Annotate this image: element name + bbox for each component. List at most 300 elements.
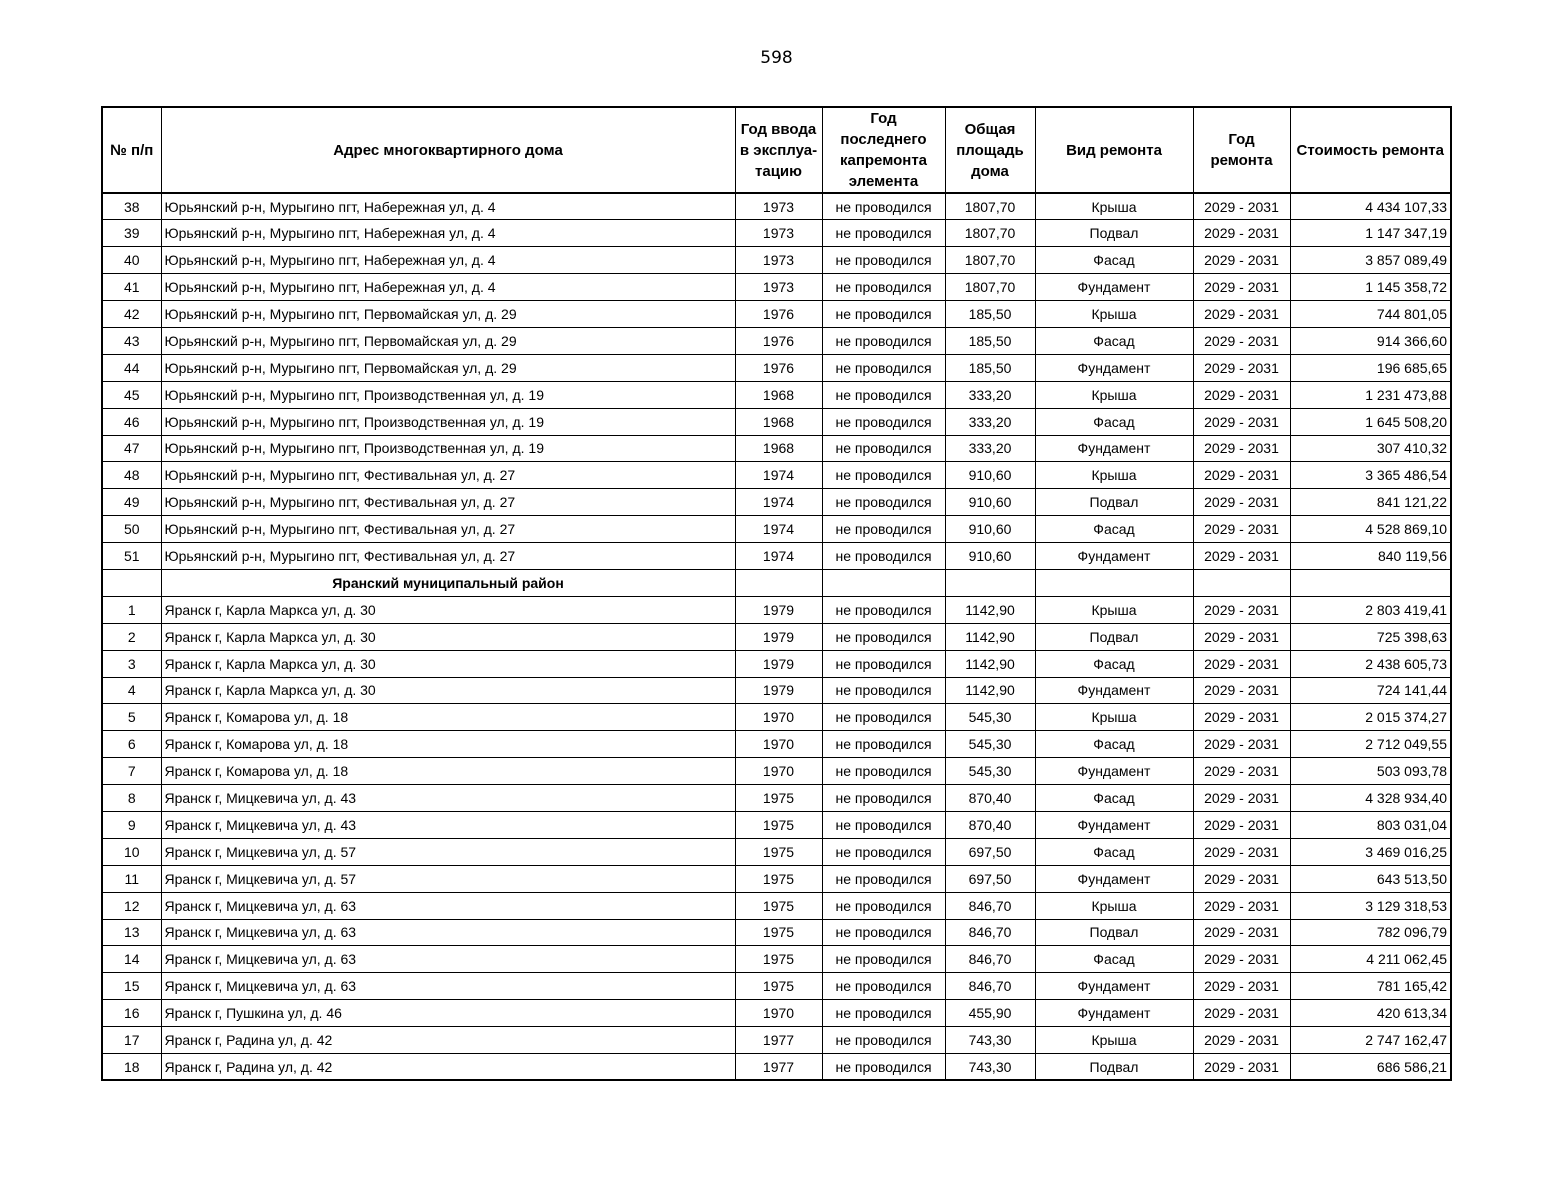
row-repair-type: Фасад — [1035, 838, 1193, 865]
table-row — [102, 919, 1451, 946]
row-repair-period: 2029 - 2031 — [1193, 973, 1290, 1000]
row-number: 16 — [102, 1000, 161, 1027]
row-year-built: 1975 — [735, 892, 822, 919]
row-last-repair: не проводился — [822, 489, 945, 516]
row-number: 10 — [102, 838, 161, 865]
row-repair-period: 2029 - 2031 — [1193, 408, 1290, 435]
row-cost: 3 857 089,49 — [1290, 247, 1451, 274]
row-number: 12 — [102, 892, 161, 919]
repair-registry-table — [101, 106, 1452, 1081]
row-area: 333,20 — [945, 381, 1035, 408]
row-area: 846,70 — [945, 919, 1035, 946]
row-repair-period: 2029 - 2031 — [1193, 677, 1290, 704]
table-row — [102, 247, 1451, 274]
row-cost: 725 398,63 — [1290, 623, 1451, 650]
row-last-repair: не проводился — [822, 892, 945, 919]
row-area: 333,20 — [945, 435, 1035, 462]
row-number: 3 — [102, 650, 161, 677]
row-last-repair: не проводился — [822, 677, 945, 704]
row-address: Яранск г, Мицкевича ул, д. 57 — [161, 865, 735, 892]
row-repair-type: Крыша — [1035, 301, 1193, 328]
row-repair-period: 2029 - 2031 — [1193, 1027, 1290, 1054]
row-number: 48 — [102, 462, 161, 489]
row-cost: 643 513,50 — [1290, 865, 1451, 892]
row-repair-period: 2029 - 2031 — [1193, 731, 1290, 758]
row-repair-type: Фундамент — [1035, 543, 1193, 570]
row-year-built: 1979 — [735, 596, 822, 623]
row-year-built: 1976 — [735, 327, 822, 354]
row-area: 1807,70 — [945, 193, 1035, 220]
header-cost: Стоимость ремонта — [1290, 107, 1451, 193]
row-area: 185,50 — [945, 327, 1035, 354]
row-repair-period: 2029 - 2031 — [1193, 543, 1290, 570]
row-area: 910,60 — [945, 462, 1035, 489]
row-year-built: 1973 — [735, 274, 822, 301]
table-row — [102, 1000, 1451, 1027]
row-last-repair: не проводился — [822, 274, 945, 301]
table-row — [102, 462, 1451, 489]
row-repair-type: Крыша — [1035, 596, 1193, 623]
row-repair-type: Подвал — [1035, 919, 1193, 946]
row-repair-period: 2029 - 2031 — [1193, 811, 1290, 838]
row-address: Яранск г, Мицкевича ул, д. 63 — [161, 946, 735, 973]
row-last-repair: не проводился — [822, 596, 945, 623]
table-header-row — [102, 107, 1451, 193]
row-address: Юрьянский р-н, Мурыгино пгт, Фестивальная ул, д. 27 — [161, 516, 735, 543]
table-row — [102, 1054, 1451, 1081]
row-address: Яранск г, Мицкевича ул, д. 63 — [161, 973, 735, 1000]
row-repair-type: Фасад — [1035, 650, 1193, 677]
row-last-repair: не проводился — [822, 220, 945, 247]
row-repair-type: Подвал — [1035, 623, 1193, 650]
row-repair-type: Фасад — [1035, 785, 1193, 812]
row-cost: 2 712 049,55 — [1290, 731, 1451, 758]
row-cost: 4 211 062,45 — [1290, 946, 1451, 973]
row-repair-type: Подвал — [1035, 220, 1193, 247]
row-last-repair: не проводился — [822, 758, 945, 785]
section-header-row — [102, 569, 1451, 596]
row-number: 14 — [102, 946, 161, 973]
row-address: Юрьянский р-н, Мурыгино пгт, Первомайская ул, д. 29 — [161, 354, 735, 381]
row-year-built: 1973 — [735, 220, 822, 247]
row-year-built: 1970 — [735, 704, 822, 731]
row-last-repair — [822, 569, 945, 596]
row-number: 11 — [102, 865, 161, 892]
row-repair-period: 2029 - 2031 — [1193, 650, 1290, 677]
row-year-built: 1968 — [735, 435, 822, 462]
header-last-repair: Год последнего капремонта элемента — [822, 107, 945, 193]
row-number: 18 — [102, 1054, 161, 1081]
row-last-repair: не проводился — [822, 1027, 945, 1054]
row-repair-type: Подвал — [1035, 1054, 1193, 1081]
row-number: 17 — [102, 1027, 161, 1054]
table-row — [102, 274, 1451, 301]
row-last-repair: не проводился — [822, 973, 945, 1000]
table-row — [102, 731, 1451, 758]
row-cost: 782 096,79 — [1290, 919, 1451, 946]
row-area: 910,60 — [945, 543, 1035, 570]
row-cost: 4 528 869,10 — [1290, 516, 1451, 543]
row-year-built: 1975 — [735, 919, 822, 946]
row-repair-type: Фасад — [1035, 327, 1193, 354]
row-year-built: 1979 — [735, 650, 822, 677]
row-repair-period: 2029 - 2031 — [1193, 785, 1290, 812]
table-row — [102, 704, 1451, 731]
row-last-repair: не проводился — [822, 704, 945, 731]
row-year-built: 1975 — [735, 838, 822, 865]
table-row — [102, 650, 1451, 677]
row-repair-type: Фундамент — [1035, 973, 1193, 1000]
row-repair-period: 2029 - 2031 — [1193, 758, 1290, 785]
row-area: 870,40 — [945, 811, 1035, 838]
row-repair-type: Крыша — [1035, 1027, 1193, 1054]
row-repair-period: 2029 - 2031 — [1193, 193, 1290, 220]
row-number: 47 — [102, 435, 161, 462]
row-repair-period: 2029 - 2031 — [1193, 865, 1290, 892]
row-year-built: 1979 — [735, 623, 822, 650]
row-repair-period: 2029 - 2031 — [1193, 274, 1290, 301]
row-repair-period: 2029 - 2031 — [1193, 354, 1290, 381]
row-year-built: 1977 — [735, 1054, 822, 1081]
row-repair-period: 2029 - 2031 — [1193, 919, 1290, 946]
row-address: Яранск г, Комарова ул, д. 18 — [161, 704, 735, 731]
row-repair-type: Крыша — [1035, 704, 1193, 731]
row-last-repair: не проводился — [822, 946, 945, 973]
row-area — [945, 569, 1035, 596]
row-cost: 744 801,05 — [1290, 301, 1451, 328]
row-year-built: 1976 — [735, 301, 822, 328]
row-number: 40 — [102, 247, 161, 274]
row-area: 1142,90 — [945, 650, 1035, 677]
row-repair-period: 2029 - 2031 — [1193, 462, 1290, 489]
row-repair-type: Фасад — [1035, 516, 1193, 543]
table-row — [102, 596, 1451, 623]
row-last-repair: не проводился — [822, 408, 945, 435]
table-row — [102, 973, 1451, 1000]
row-address: Яранск г, Карла Маркса ул, д. 30 — [161, 596, 735, 623]
header-area: Общая площадь дома — [945, 107, 1035, 193]
row-cost: 503 093,78 — [1290, 758, 1451, 785]
row-number: 42 — [102, 301, 161, 328]
header-num: № п/п — [102, 107, 161, 193]
row-address: Яранск г, Мицкевича ул, д. 63 — [161, 919, 735, 946]
row-area: 185,50 — [945, 354, 1035, 381]
row-area: 333,20 — [945, 408, 1035, 435]
table-row — [102, 301, 1451, 328]
row-repair-type: Фундамент — [1035, 354, 1193, 381]
row-year-built: 1973 — [735, 247, 822, 274]
header-repair-type: Вид ремонта — [1035, 107, 1193, 193]
row-area: 545,30 — [945, 704, 1035, 731]
row-repair-period: 2029 - 2031 — [1193, 247, 1290, 274]
row-repair-period: 2029 - 2031 — [1193, 946, 1290, 973]
row-area: 846,70 — [945, 892, 1035, 919]
row-cost: 781 165,42 — [1290, 973, 1451, 1000]
table-row — [102, 381, 1451, 408]
row-cost: 1 645 508,20 — [1290, 408, 1451, 435]
table-row — [102, 435, 1451, 462]
table-row — [102, 543, 1451, 570]
row-number: 43 — [102, 327, 161, 354]
row-area: 545,30 — [945, 731, 1035, 758]
row-area: 1807,70 — [945, 220, 1035, 247]
row-repair-type: Крыша — [1035, 193, 1193, 220]
table-row — [102, 623, 1451, 650]
row-year-built: 1975 — [735, 946, 822, 973]
row-area: 846,70 — [945, 946, 1035, 973]
table-row — [102, 758, 1451, 785]
row-area: 743,30 — [945, 1054, 1035, 1081]
row-last-repair: не проводился — [822, 650, 945, 677]
row-repair-type: Фундамент — [1035, 758, 1193, 785]
row-number: 49 — [102, 489, 161, 516]
table-row — [102, 489, 1451, 516]
table-row — [102, 677, 1451, 704]
row-year-built: 1974 — [735, 516, 822, 543]
row-number: 13 — [102, 919, 161, 946]
table-row — [102, 408, 1451, 435]
row-last-repair: не проводился — [822, 785, 945, 812]
table-row — [102, 516, 1451, 543]
row-number: 15 — [102, 973, 161, 1000]
row-repair-type: Крыша — [1035, 462, 1193, 489]
row-year-built — [735, 569, 822, 596]
row-repair-type: Крыша — [1035, 381, 1193, 408]
row-address: Юрьянский р-н, Мурыгино пгт, Набережная ул, д. 4 — [161, 274, 735, 301]
row-address: Яранск г, Карла Маркса ул, д. 30 — [161, 623, 735, 650]
row-area: 846,70 — [945, 973, 1035, 1000]
row-area: 1807,70 — [945, 247, 1035, 274]
row-cost: 840 119,56 — [1290, 543, 1451, 570]
row-address: Яранск г, Комарова ул, д. 18 — [161, 758, 735, 785]
row-last-repair: не проводился — [822, 731, 945, 758]
row-year-built: 1974 — [735, 489, 822, 516]
row-cost: 2 015 374,27 — [1290, 704, 1451, 731]
row-last-repair: не проводился — [822, 623, 945, 650]
row-last-repair: не проводился — [822, 193, 945, 220]
row-address: Яранск г, Карла Маркса ул, д. 30 — [161, 677, 735, 704]
row-repair-period: 2029 - 2031 — [1193, 1054, 1290, 1081]
row-area: 870,40 — [945, 785, 1035, 812]
row-cost: 1 145 358,72 — [1290, 274, 1451, 301]
row-area: 1142,90 — [945, 596, 1035, 623]
row-area: 697,50 — [945, 865, 1035, 892]
row-number: 7 — [102, 758, 161, 785]
row-cost: 2 438 605,73 — [1290, 650, 1451, 677]
row-address: Юрьянский р-н, Мурыгино пгт, Производственная ул, д. 19 — [161, 408, 735, 435]
header-repair-period: Год ремонта — [1193, 107, 1290, 193]
row-repair-type: Фасад — [1035, 731, 1193, 758]
row-last-repair: не проводился — [822, 354, 945, 381]
row-repair-period: 2029 - 2031 — [1193, 220, 1290, 247]
row-number: 50 — [102, 516, 161, 543]
row-year-built: 1968 — [735, 408, 822, 435]
row-number: 9 — [102, 811, 161, 838]
row-last-repair: не проводился — [822, 516, 945, 543]
row-area: 910,60 — [945, 489, 1035, 516]
table-row — [102, 811, 1451, 838]
table-row — [102, 865, 1451, 892]
row-year-built: 1975 — [735, 973, 822, 1000]
row-area: 1807,70 — [945, 274, 1035, 301]
row-repair-type: Подвал — [1035, 489, 1193, 516]
table-row — [102, 193, 1451, 220]
row-year-built: 1970 — [735, 1000, 822, 1027]
row-last-repair: не проводился — [822, 1000, 945, 1027]
section-title: Яранский муниципальный район — [161, 569, 735, 596]
row-address: Яранск г, Комарова ул, д. 18 — [161, 731, 735, 758]
row-area: 1142,90 — [945, 677, 1035, 704]
row-repair-period — [1193, 569, 1290, 596]
row-last-repair: не проводился — [822, 301, 945, 328]
row-repair-type: Фасад — [1035, 946, 1193, 973]
row-number: 41 — [102, 274, 161, 301]
row-repair-period: 2029 - 2031 — [1193, 623, 1290, 650]
row-address: Яранск г, Мицкевича ул, д. 43 — [161, 785, 735, 812]
row-repair-type: Фасад — [1035, 247, 1193, 274]
row-area: 185,50 — [945, 301, 1035, 328]
row-cost: 1 147 347,19 — [1290, 220, 1451, 247]
row-repair-type: Фундамент — [1035, 865, 1193, 892]
row-last-repair: не проводился — [822, 838, 945, 865]
row-repair-type — [1035, 569, 1193, 596]
row-year-built: 1970 — [735, 731, 822, 758]
row-cost: 686 586,21 — [1290, 1054, 1451, 1081]
row-repair-period: 2029 - 2031 — [1193, 381, 1290, 408]
row-address: Яранск г, Карла Маркса ул, д. 30 — [161, 650, 735, 677]
row-year-built: 1968 — [735, 381, 822, 408]
table-row — [102, 354, 1451, 381]
row-cost: 724 141,44 — [1290, 677, 1451, 704]
row-area: 910,60 — [945, 516, 1035, 543]
row-address: Юрьянский р-н, Мурыгино пгт, Фестивальная ул, д. 27 — [161, 543, 735, 570]
row-last-repair: не проводился — [822, 811, 945, 838]
row-last-repair: не проводился — [822, 919, 945, 946]
row-repair-period: 2029 - 2031 — [1193, 489, 1290, 516]
row-number: 39 — [102, 220, 161, 247]
row-address: Юрьянский р-н, Мурыгино пгт, Производственная ул, д. 19 — [161, 435, 735, 462]
row-cost: 4 328 934,40 — [1290, 785, 1451, 812]
row-year-built: 1979 — [735, 677, 822, 704]
row-cost: 3 365 486,54 — [1290, 462, 1451, 489]
row-address: Яранск г, Мицкевича ул, д. 57 — [161, 838, 735, 865]
row-cost: 3 469 016,25 — [1290, 838, 1451, 865]
row-number: 2 — [102, 623, 161, 650]
row-cost — [1290, 569, 1451, 596]
header-year-built: Год ввода в эксплуа-тацию — [735, 107, 822, 193]
row-number: 8 — [102, 785, 161, 812]
row-address: Юрьянский р-н, Мурыгино пгт, Набережная ул, д. 4 — [161, 220, 735, 247]
row-address: Юрьянский р-н, Мурыгино пгт, Первомайская ул, д. 29 — [161, 301, 735, 328]
row-last-repair: не проводился — [822, 327, 945, 354]
row-address: Яранск г, Мицкевича ул, д. 63 — [161, 892, 735, 919]
row-address: Яранск г, Мицкевича ул, д. 43 — [161, 811, 735, 838]
row-year-built: 1973 — [735, 193, 822, 220]
row-last-repair: не проводился — [822, 1054, 945, 1081]
row-cost: 2 803 419,41 — [1290, 596, 1451, 623]
row-repair-type: Фундамент — [1035, 811, 1193, 838]
row-repair-period: 2029 - 2031 — [1193, 892, 1290, 919]
row-repair-period: 2029 - 2031 — [1193, 516, 1290, 543]
row-area: 455,90 — [945, 1000, 1035, 1027]
row-area: 545,30 — [945, 758, 1035, 785]
row-number: 45 — [102, 381, 161, 408]
row-repair-period: 2029 - 2031 — [1193, 327, 1290, 354]
row-year-built: 1977 — [735, 1027, 822, 1054]
row-repair-period: 2029 - 2031 — [1193, 435, 1290, 462]
row-repair-type: Фундамент — [1035, 1000, 1193, 1027]
page-number: 598 — [760, 48, 793, 68]
row-repair-type: Фундамент — [1035, 435, 1193, 462]
row-number: 6 — [102, 731, 161, 758]
row-last-repair: не проводился — [822, 435, 945, 462]
row-address: Яранск г, Пушкина ул, д. 46 — [161, 1000, 735, 1027]
row-year-built: 1975 — [735, 811, 822, 838]
row-cost: 914 366,60 — [1290, 327, 1451, 354]
row-address: Юрьянский р-н, Мурыгино пгт, Фестивальная ул, д. 27 — [161, 462, 735, 489]
row-number: 5 — [102, 704, 161, 731]
row-cost: 803 031,04 — [1290, 811, 1451, 838]
row-year-built: 1970 — [735, 758, 822, 785]
row-number: 1 — [102, 596, 161, 623]
table-row — [102, 327, 1451, 354]
row-area: 743,30 — [945, 1027, 1035, 1054]
table-body — [102, 193, 1451, 1080]
row-last-repair: не проводился — [822, 462, 945, 489]
row-number: 46 — [102, 408, 161, 435]
row-year-built: 1975 — [735, 865, 822, 892]
row-cost: 420 613,34 — [1290, 1000, 1451, 1027]
row-number: 44 — [102, 354, 161, 381]
row-cost: 307 410,32 — [1290, 435, 1451, 462]
row-address: Юрьянский р-н, Мурыгино пгт, Производственная ул, д. 19 — [161, 381, 735, 408]
row-cost: 196 685,65 — [1290, 354, 1451, 381]
row-last-repair: не проводился — [822, 543, 945, 570]
row-repair-type: Фасад — [1035, 408, 1193, 435]
header-address: Адрес многоквартирного дома — [161, 107, 735, 193]
table-row — [102, 946, 1451, 973]
row-address: Юрьянский р-н, Мурыгино пгт, Набережная ул, д. 4 — [161, 193, 735, 220]
row-repair-period: 2029 - 2031 — [1193, 1000, 1290, 1027]
row-address: Юрьянский р-н, Мурыгино пгт, Первомайская ул, д. 29 — [161, 327, 735, 354]
row-cost: 2 747 162,47 — [1290, 1027, 1451, 1054]
row-cost: 841 121,22 — [1290, 489, 1451, 516]
row-repair-type: Фундамент — [1035, 677, 1193, 704]
table-row — [102, 1027, 1451, 1054]
row-number: 38 — [102, 193, 161, 220]
row-repair-type: Фундамент — [1035, 274, 1193, 301]
table-row — [102, 785, 1451, 812]
row-year-built: 1975 — [735, 785, 822, 812]
table-row — [102, 838, 1451, 865]
row-last-repair: не проводился — [822, 381, 945, 408]
row-address: Яранск г, Радина ул, д. 42 — [161, 1054, 735, 1081]
row-repair-period: 2029 - 2031 — [1193, 596, 1290, 623]
row-cost: 1 231 473,88 — [1290, 381, 1451, 408]
row-last-repair: не проводился — [822, 247, 945, 274]
row-number: 4 — [102, 677, 161, 704]
row-number — [102, 569, 161, 596]
row-repair-period: 2029 - 2031 — [1193, 301, 1290, 328]
row-cost: 3 129 318,53 — [1290, 892, 1451, 919]
table-row — [102, 892, 1451, 919]
row-cost: 4 434 107,33 — [1290, 193, 1451, 220]
row-address: Юрьянский р-н, Мурыгино пгт, Фестивальная ул, д. 27 — [161, 489, 735, 516]
row-address: Юрьянский р-н, Мурыгино пгт, Набережная ул, д. 4 — [161, 247, 735, 274]
row-year-built: 1974 — [735, 462, 822, 489]
row-area: 1142,90 — [945, 623, 1035, 650]
row-area: 697,50 — [945, 838, 1035, 865]
